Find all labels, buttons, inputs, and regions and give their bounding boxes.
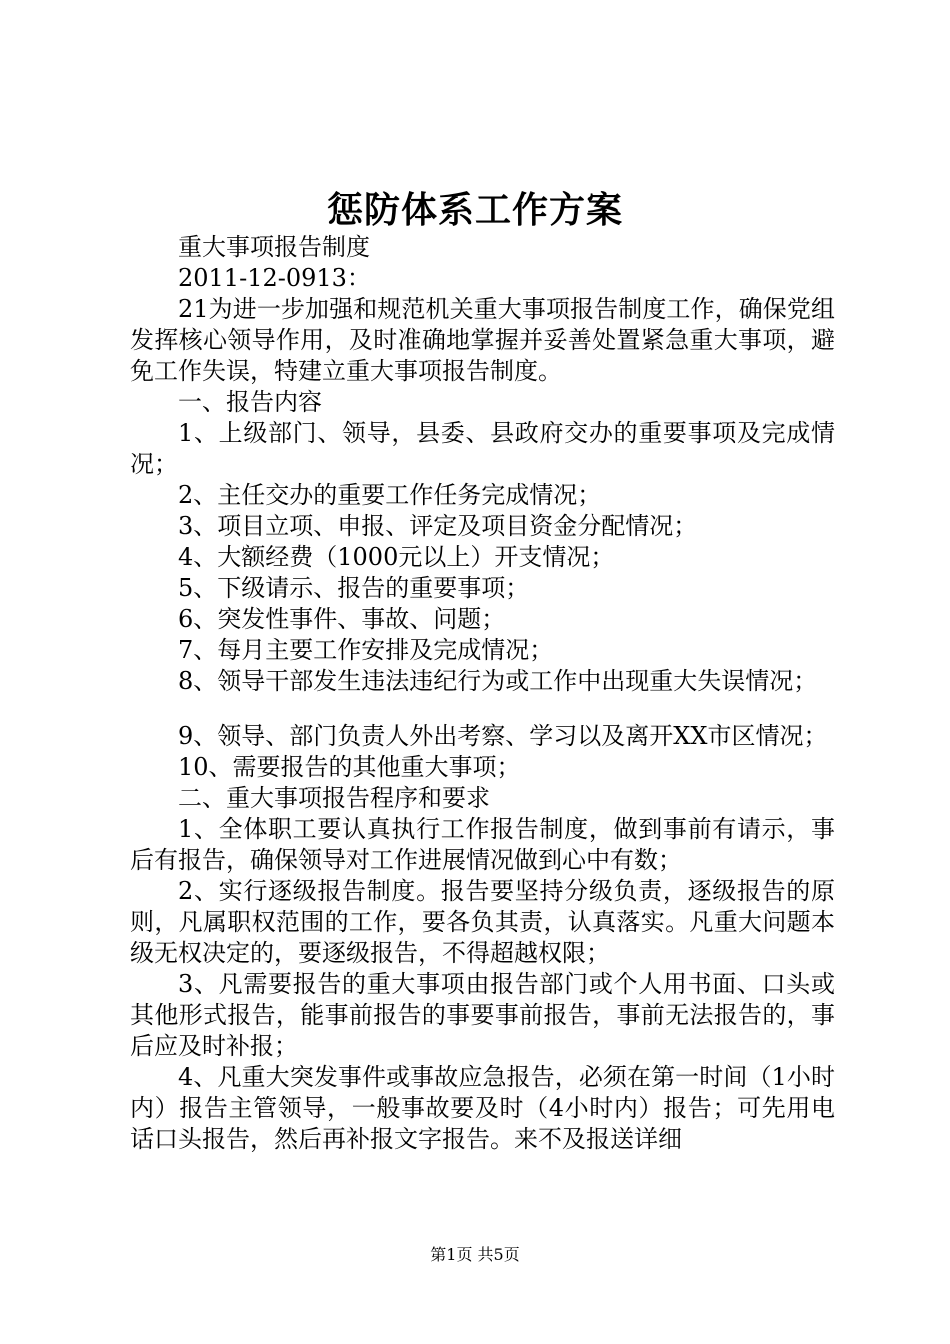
section-heading-1: 一、报告内容 — [178, 388, 322, 416]
list-item: 2、主任交办的重要工作任务完成情况； — [178, 481, 602, 509]
list-item: 3、凡需要报告的重大事项由报告部门或个人用书面、口头或其他形式报告，能事前报告的事要事前报告，事前无法报告的，事后应及时补报； — [130, 970, 835, 1060]
paragraph-date: 2011-12-0913： — [178, 264, 371, 292]
document-title: 惩防体系工作方案 — [326, 189, 623, 231]
list-item: 5、下级请示、报告的重要事项； — [178, 574, 530, 602]
list-item: 1、全体职工要认真执行工作报告制度，做到事前有请示，事后有报告，确保领导对工作进展情况做到心中有数； — [130, 815, 835, 874]
list-item: 9、领导、部门负责人外出考察、学习以及离开XX市区情况； — [178, 722, 828, 750]
section-heading-2: 二、重大事项报告程序和要求 — [178, 784, 490, 812]
page-footer: 第1页 共5页 — [430, 1245, 520, 1264]
list-item: 4、大额经费（1000元以上）开支情况； — [178, 543, 615, 571]
list-item: 8、领导干部发生违法违纪行为或工作中出现重大失误情况； — [178, 667, 818, 695]
list-item: 4、凡重大突发事件或事故应急报告，必须在第一时间（1小时内）报告主管领导，一般事故要及时（4小时内）报告；可先用电话口头报告，然后再补报文字报告。来不及报送详细 — [130, 1063, 835, 1153]
list-item: 10、需要报告的其他重大事项； — [178, 753, 521, 781]
list-item: 3、项目立项、申报、评定及项目资金分配情况； — [178, 512, 698, 540]
list-item: 7、每月主要工作安排及完成情况； — [178, 636, 554, 664]
document-body — [130, 232, 835, 1155]
list-item: 1、上级部门、领导，县委、县政府交办的重要事项及完成情况； — [130, 419, 835, 478]
paragraph-heading: 重大事项报告制度 — [178, 233, 370, 261]
list-item: 2、实行逐级报告制度。报告要坚持分级负责，逐级报告的原则，凡属职权范围的工作，要各负其责，认真落实。凡重大问题本级无权决定的，要逐级报告，不得超越权限； — [130, 877, 835, 967]
paragraph-intro: 21为进一步加强和规范机关重大事项报告制度工作，确保党组发挥核心领导作用，及时准确地掌握并妥善处置紧急重大事项，避免工作失误，特建立重大事项报告制度。 — [130, 295, 835, 385]
list-item: 6、突发性事件、事故、问题； — [178, 605, 506, 633]
